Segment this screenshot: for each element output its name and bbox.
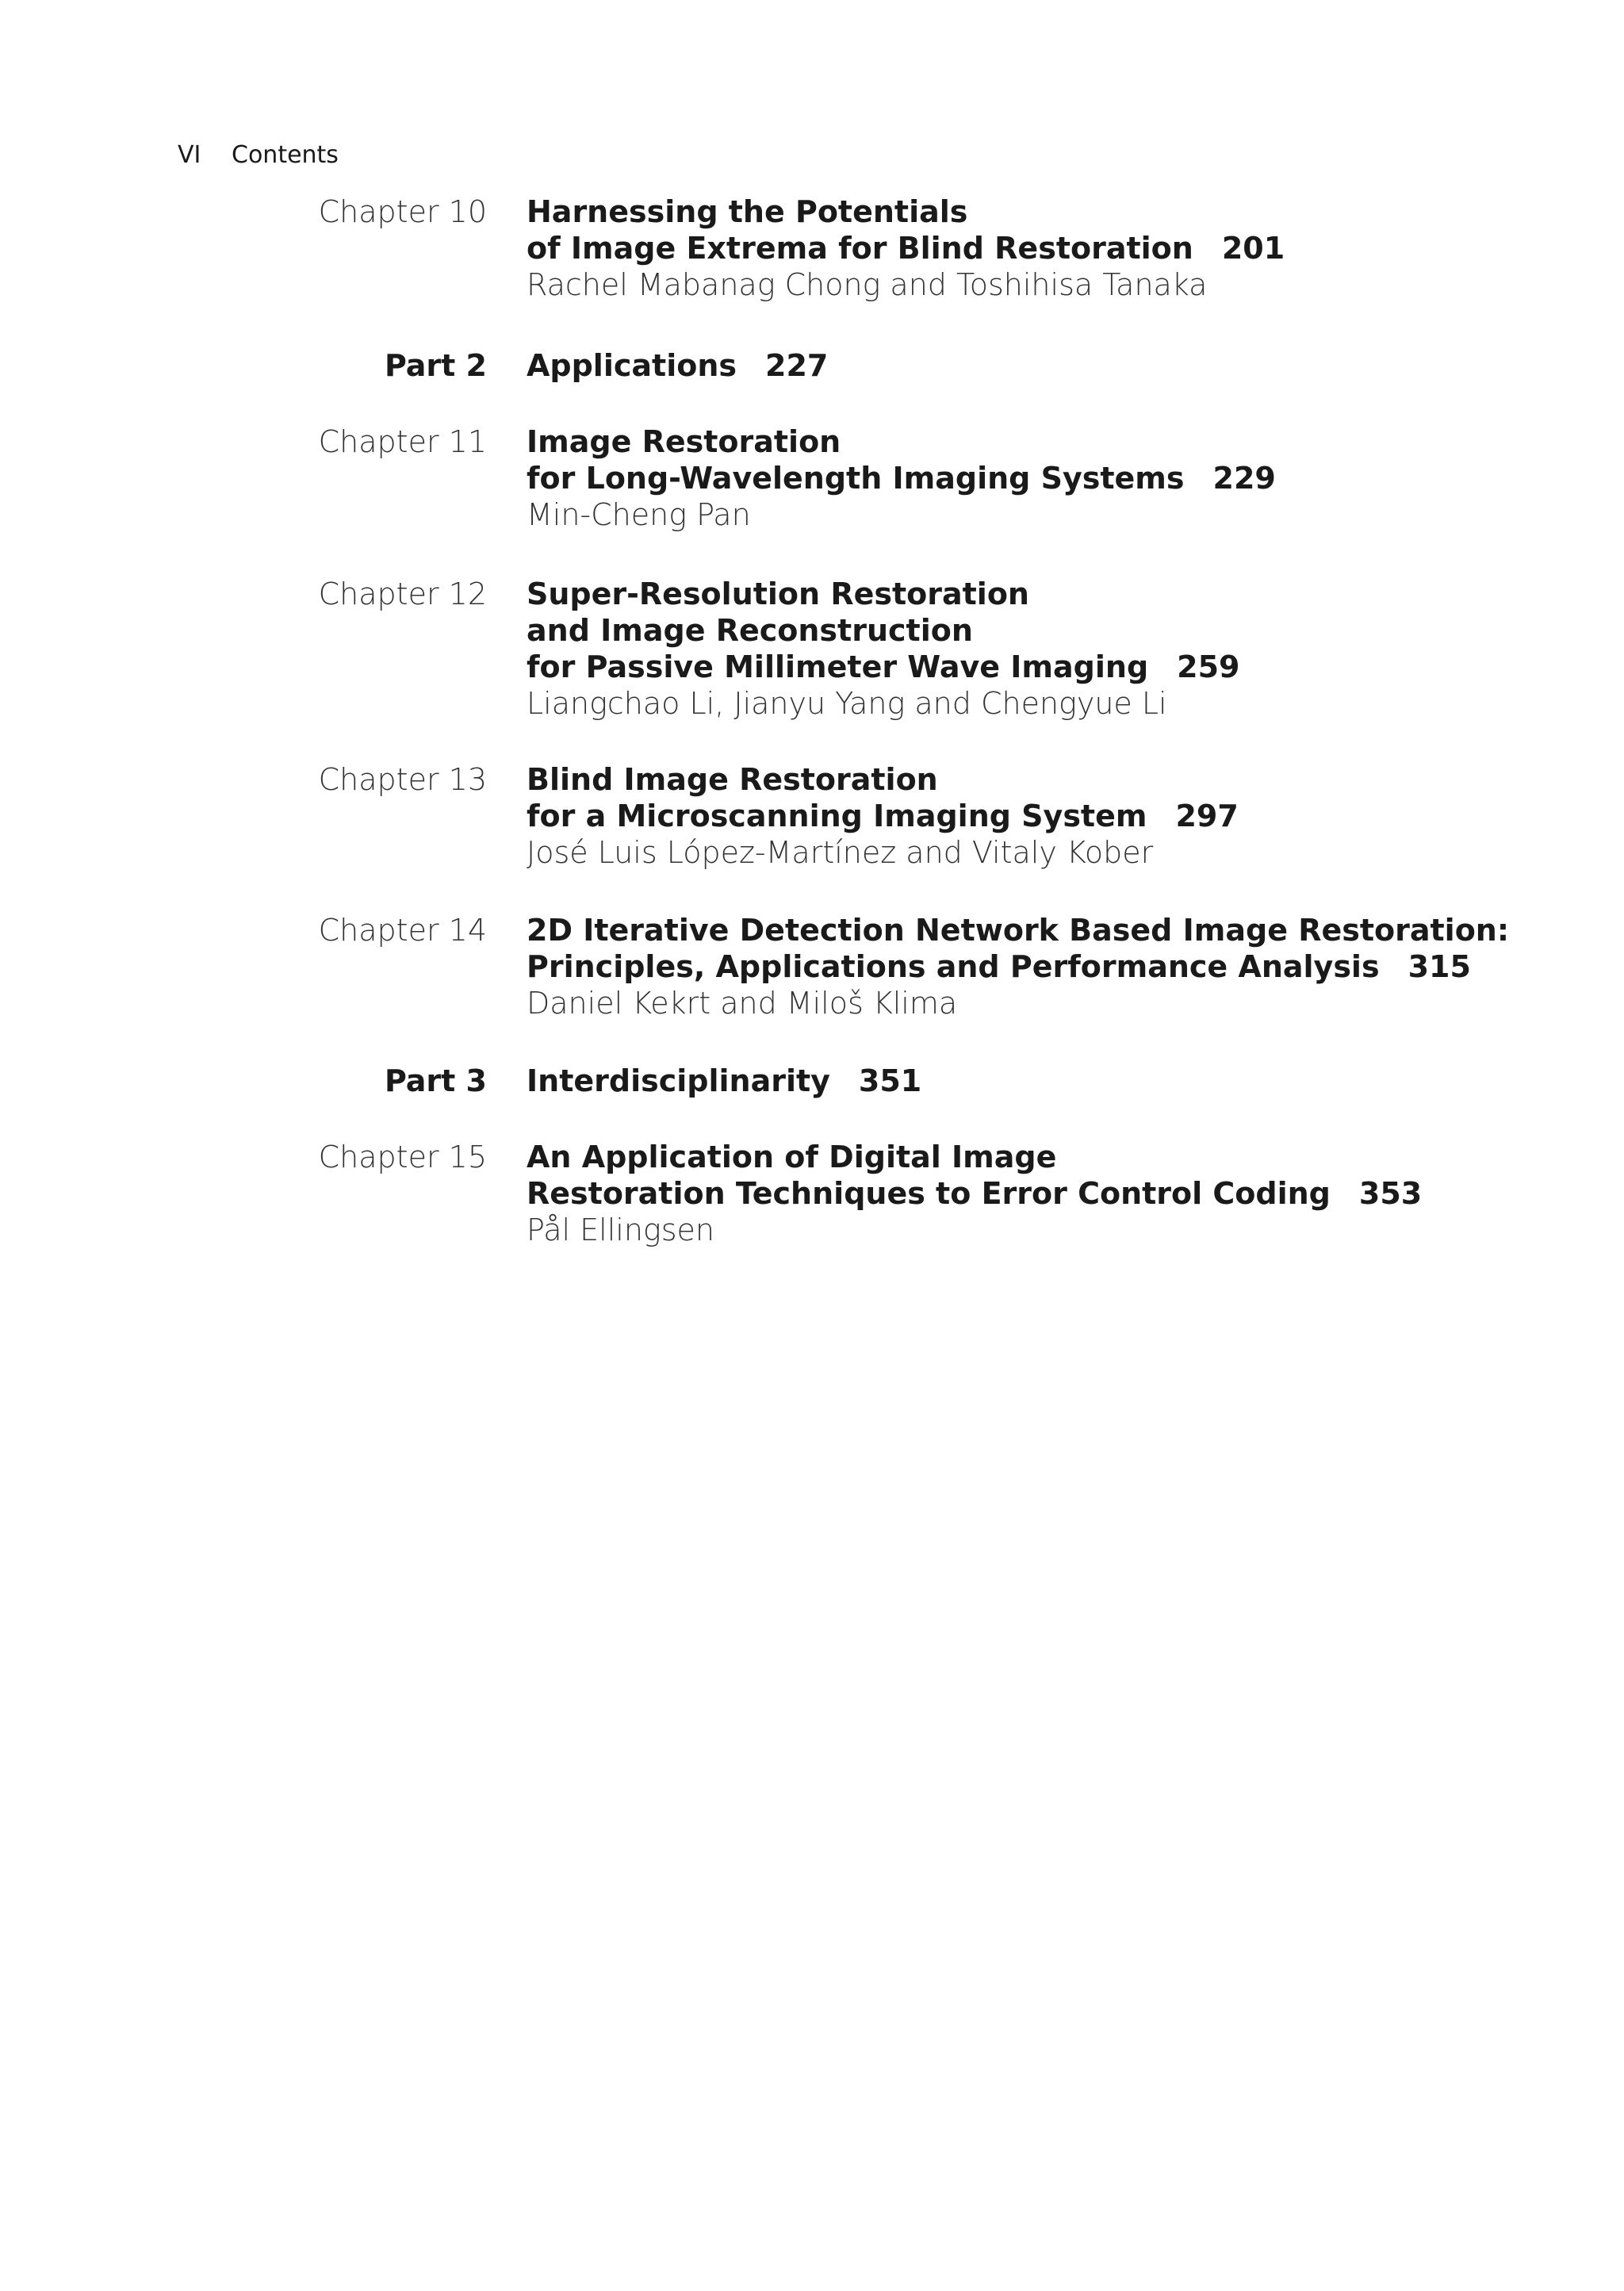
entry-authors: Liangchao Li, Jianyu Yang and Chengyue Li bbox=[527, 686, 1167, 721]
entry-label: Part 3 bbox=[384, 1063, 487, 1098]
entry-title-line: for Passive Millimeter Wave Imaging bbox=[527, 649, 1149, 684]
entry-title-line: Principles, Applications and Performance Analysis bbox=[527, 949, 1380, 984]
entry-page-number: 353 bbox=[1358, 1176, 1423, 1211]
entry-authors: Daniel Kekrt and Miloš Klima bbox=[527, 986, 958, 1021]
entry-title-line: and Image Reconstruction bbox=[527, 613, 973, 648]
entry-title-line: Harnessing the Potentials bbox=[527, 194, 968, 229]
entry-title-line: of Image Extrema for Blind Restoration bbox=[527, 231, 1193, 266]
page-folio: VI bbox=[178, 141, 201, 169]
entry-authors: José Luis López-Martínez and Vitaly Kober bbox=[527, 835, 1154, 870]
entry-authors: Pål Ellingsen bbox=[527, 1213, 714, 1247]
entry-title-line: Blind Image Restoration bbox=[527, 762, 938, 797]
entry-title-line: Interdisciplinarity bbox=[527, 1063, 830, 1098]
entry-title-line: 2D Iterative Detection Network Based Image Restoration: bbox=[527, 913, 1510, 948]
entry-label: Chapter 11 bbox=[318, 424, 487, 459]
entry-title-line: Restoration Techniques to Error Control Coding bbox=[527, 1176, 1331, 1211]
entry-label: Chapter 15 bbox=[318, 1140, 487, 1174]
running-head-section: Contents bbox=[232, 141, 339, 169]
entry-title-line: for Long-Wavelength Imaging Systems bbox=[527, 461, 1185, 496]
entry-label: Chapter 10 bbox=[318, 194, 487, 229]
entry-authors: Rachel Mabanag Chong and Toshihisa Tanaka bbox=[527, 267, 1208, 302]
entry-authors: Min-Cheng Pan bbox=[527, 497, 751, 532]
entry-page-number: 351 bbox=[858, 1063, 922, 1098]
entry-title-line: Image Restoration bbox=[527, 424, 841, 459]
entry-label: Chapter 13 bbox=[318, 762, 487, 797]
entry-page-number: 227 bbox=[765, 348, 829, 383]
entry-page-number: 229 bbox=[1212, 461, 1276, 496]
running-head bbox=[178, 141, 339, 170]
entry-title-line: for a Microscanning Imaging System bbox=[527, 799, 1147, 833]
entry-title-line: An Application of Digital Image bbox=[527, 1140, 1057, 1174]
entry-title-line: Applications bbox=[527, 348, 737, 383]
entry-page-number: 315 bbox=[1408, 949, 1471, 984]
entry-title-line: Super-Resolution Restoration bbox=[527, 577, 1029, 611]
entry-label: Chapter 14 bbox=[318, 913, 487, 948]
entry-page-number: 201 bbox=[1221, 231, 1285, 266]
entry-page-number: 259 bbox=[1177, 649, 1240, 684]
entry-label: Chapter 12 bbox=[318, 577, 487, 611]
entry-label: Part 2 bbox=[384, 348, 487, 383]
entry-page-number: 297 bbox=[1175, 799, 1239, 833]
